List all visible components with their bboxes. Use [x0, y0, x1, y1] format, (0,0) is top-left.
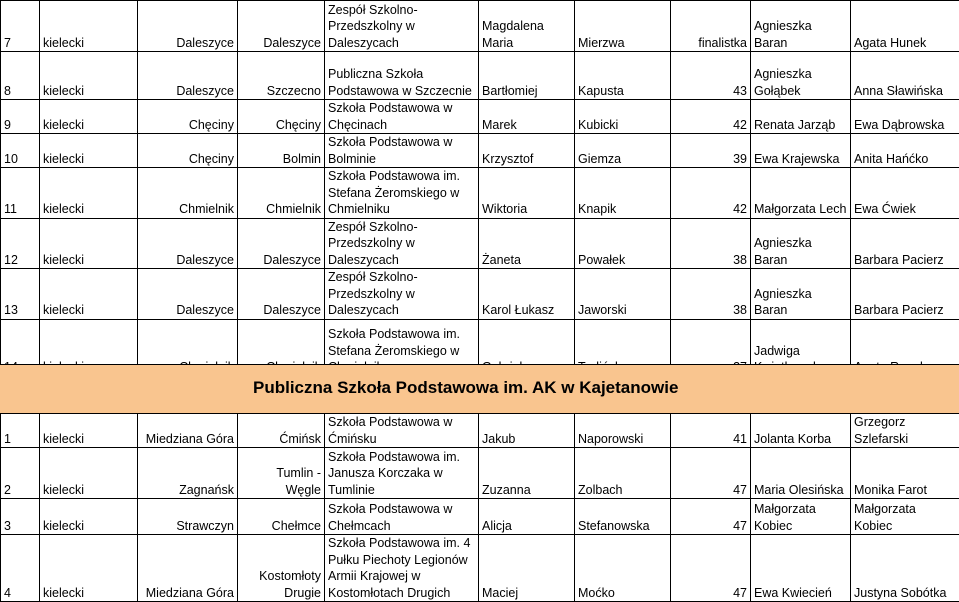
cell-imie: Jakub [479, 414, 575, 448]
cell-opiekun: Anita Hańćko [851, 134, 959, 168]
cell-szkola: Szkoła Podstawowa w Chęcinach [325, 100, 479, 134]
cell-nauczyciel: Renata Jarząb [751, 100, 851, 134]
cell-powiat: kielecki [40, 1, 138, 52]
cell-gmina: Strawczyn [138, 499, 238, 535]
cell-imie: Bartłomiej [479, 52, 575, 100]
cell-szkola: Szkoła Podstawowa w Ćmińsku [325, 414, 479, 448]
cell-punkty: 39 [671, 134, 751, 168]
cell-opiekun: Ewa Ćwiek [851, 168, 959, 219]
cell-powiat: kielecki [40, 52, 138, 100]
cell-nazwisko: Stefanowska [575, 499, 671, 535]
cell-gmina: Miedziana Góra [138, 535, 238, 602]
cell-nauczyciel: Maria Olesińska [751, 448, 851, 499]
cell-powiat: kielecki [40, 535, 138, 602]
cell-opiekun: Grzegorz Szlefarski [851, 414, 959, 448]
cell-nauczyciel: Małgorzata Kobiec [751, 499, 851, 535]
cell-nr: 13 [1, 269, 40, 320]
cell-nr: 10 [1, 134, 40, 168]
cell-nr: 11 [1, 168, 40, 219]
cell-punkty: finalistka [671, 1, 751, 52]
cell-imie: Żaneta [479, 218, 575, 269]
cell-gmina: Chęciny [138, 100, 238, 134]
cell-powiat: kielecki [40, 499, 138, 535]
cell-miejscowosc: Tumlin - Węgle [238, 448, 325, 499]
cell-punkty: 38 [671, 269, 751, 320]
cell-nauczyciel: Jolanta Korba [751, 414, 851, 448]
table-row [1, 100, 959, 134]
table-row [1, 168, 959, 219]
cell-nr: 12 [1, 218, 40, 269]
cell-gmina: Daleszyce [138, 218, 238, 269]
cell-szkola: Zespół Szkolno-Przedszkolny w Daleszycach [325, 269, 479, 320]
table-row [1, 448, 959, 499]
cell-opiekun: Anna Sławińska [851, 52, 959, 100]
cell-powiat: kielecki [40, 100, 138, 134]
cell-gmina: Chęciny [138, 134, 238, 168]
cell-nauczyciel: Ewa Kwiecień [751, 535, 851, 602]
table-row [1, 499, 959, 535]
section-title: Publiczna Szkoła Podstawowa im. AK w Kajetanowie [253, 378, 678, 398]
cell-szkola: Szkoła Podstawowa im. Stefana Żeromskiego w [325, 319, 479, 376]
cell-imie: Marek [479, 100, 575, 134]
cell-opiekun: Monika Farot [851, 448, 959, 499]
cell-imie: Karol Łukasz [479, 269, 575, 320]
cell-miejscowosc: Daleszyce [238, 218, 325, 269]
cell-punkty: 38 [671, 218, 751, 269]
cell-powiat: kielecki [40, 269, 138, 320]
cell-gmina: Chmielnik [138, 168, 238, 219]
cell-nazwisko: Mierzwa [575, 1, 671, 52]
cell-gmina: Daleszyce [138, 52, 238, 100]
cell-punkty: 43 [671, 52, 751, 100]
cell-miejscowosc: Daleszyce [238, 269, 325, 320]
cell-imie: Magdalena Maria [479, 1, 575, 52]
cell-nazwisko: Kapusta [575, 52, 671, 100]
cell-imie: Krzysztof [479, 134, 575, 168]
cell-opiekun: Barbara Pacierz [851, 269, 959, 320]
cell-nauczyciel: Agnieszka Gołąbek [751, 52, 851, 100]
table-row [1, 1, 959, 52]
cell-gmina: Miedziana Góra [138, 414, 238, 448]
cell-nr: 2 [1, 448, 40, 499]
cell-nazwisko: Powałek [575, 218, 671, 269]
cell-gmina: Daleszyce [138, 269, 238, 320]
cell-punkty: 47 [671, 499, 751, 535]
cell-opiekun: Agata Hunek [851, 1, 959, 52]
cell-opiekun: Barbara Pacierz [851, 218, 959, 269]
cell-miejscowosc: Szczecno [238, 52, 325, 100]
cell-nazwisko: Jaworski [575, 269, 671, 320]
cell-nazwisko: Giemza [575, 134, 671, 168]
cell-gmina: Zagnańsk [138, 448, 238, 499]
cell-imie: Alicja [479, 499, 575, 535]
cell-szkola: Publiczna Szkoła Podstawowa w Szczecnie [325, 52, 479, 100]
cell-nauczyciel: Agnieszka Baran [751, 218, 851, 269]
cell-nazwisko: Zolbach [575, 448, 671, 499]
cell-nauczyciel: Ewa Krajewska [751, 134, 851, 168]
cell-nazwisko: Kubicki [575, 100, 671, 134]
cell-nazwisko: Naporowski [575, 414, 671, 448]
cell-szkola: Zespół Szkolno-Przedszkolny w Daleszycach [325, 1, 479, 52]
table-row [1, 414, 959, 448]
results-table-bottom [0, 413, 959, 602]
cell-powiat: kielecki [40, 134, 138, 168]
cell-opiekun: Justyna Sobótka [851, 535, 959, 602]
cell-nr: 7 [1, 1, 40, 52]
cell-punkty: 41 [671, 414, 751, 448]
cell-miejscowosc: Kostomłoty Drugie [238, 535, 325, 602]
cell-nauczyciel: Agnieszka Baran [751, 1, 851, 52]
cell-miejscowosc: Chełmce [238, 499, 325, 535]
table-row [1, 535, 959, 602]
cell-punkty: 47 [671, 448, 751, 499]
cell-imie: Zuzanna [479, 448, 575, 499]
cell-nazwisko: Knapik [575, 168, 671, 219]
cell-szkola: Szkoła Podstawowa im. 4 Pułku Piechoty Legionów Armii Krajowej w Kostomłotach Drugich [325, 535, 479, 602]
cell-nauczyciel: Małgorzata Lech [751, 168, 851, 219]
table-row [1, 52, 959, 100]
cell-powiat: kielecki [40, 218, 138, 269]
cell-szkola: Zespół Szkolno-Przedszkolny w Daleszycach [325, 218, 479, 269]
cell-opiekun: Małgorzata Kobiec [851, 499, 959, 535]
table-row [1, 134, 959, 168]
cell-miejscowosc: Ćmińsk [238, 414, 325, 448]
cell-imie: Wiktoria [479, 168, 575, 219]
cell-nauczyciel: Jadwiga [751, 319, 851, 376]
cell-szkola: Szkoła Podstawowa im. Stefana Żeromskiego w Chmielniku [325, 168, 479, 219]
cell-powiat: kielecki [40, 448, 138, 499]
table-row [1, 218, 959, 269]
cell-nr: 8 [1, 52, 40, 100]
cell-szkola: Szkoła Podstawowa w Chełmcach [325, 499, 479, 535]
cell-miejscowosc: Bolmin [238, 134, 325, 168]
cell-powiat: kielecki [40, 414, 138, 448]
cell-nr: 4 [1, 535, 40, 602]
cell-punkty: 47 [671, 535, 751, 602]
cell-miejscowosc: Chmielnik [238, 168, 325, 219]
cell-miejscowosc: Daleszyce [238, 1, 325, 52]
cell-powiat: kielecki [40, 168, 138, 219]
cell-szkola: Szkoła Podstawowa w Bolminie [325, 134, 479, 168]
cell-opiekun: Ewa Dąbrowska [851, 100, 959, 134]
cell-gmina: Daleszyce [138, 1, 238, 52]
cell-nazwisko: Moćko [575, 535, 671, 602]
cell-nr: 9 [1, 100, 40, 134]
table-row [1, 269, 959, 320]
cell-nr: 3 [1, 499, 40, 535]
cell-nauczyciel: Agnieszka Baran [751, 269, 851, 320]
cell-punkty: 42 [671, 168, 751, 219]
cell-punkty: 42 [671, 100, 751, 134]
cell-nr: 1 [1, 414, 40, 448]
cell-imie: Maciej [479, 535, 575, 602]
cell-miejscowosc: Chęciny [238, 100, 325, 134]
cell-szkola: Szkoła Podstawowa im. Janusza Korczaka w Tumlinie [325, 448, 479, 499]
